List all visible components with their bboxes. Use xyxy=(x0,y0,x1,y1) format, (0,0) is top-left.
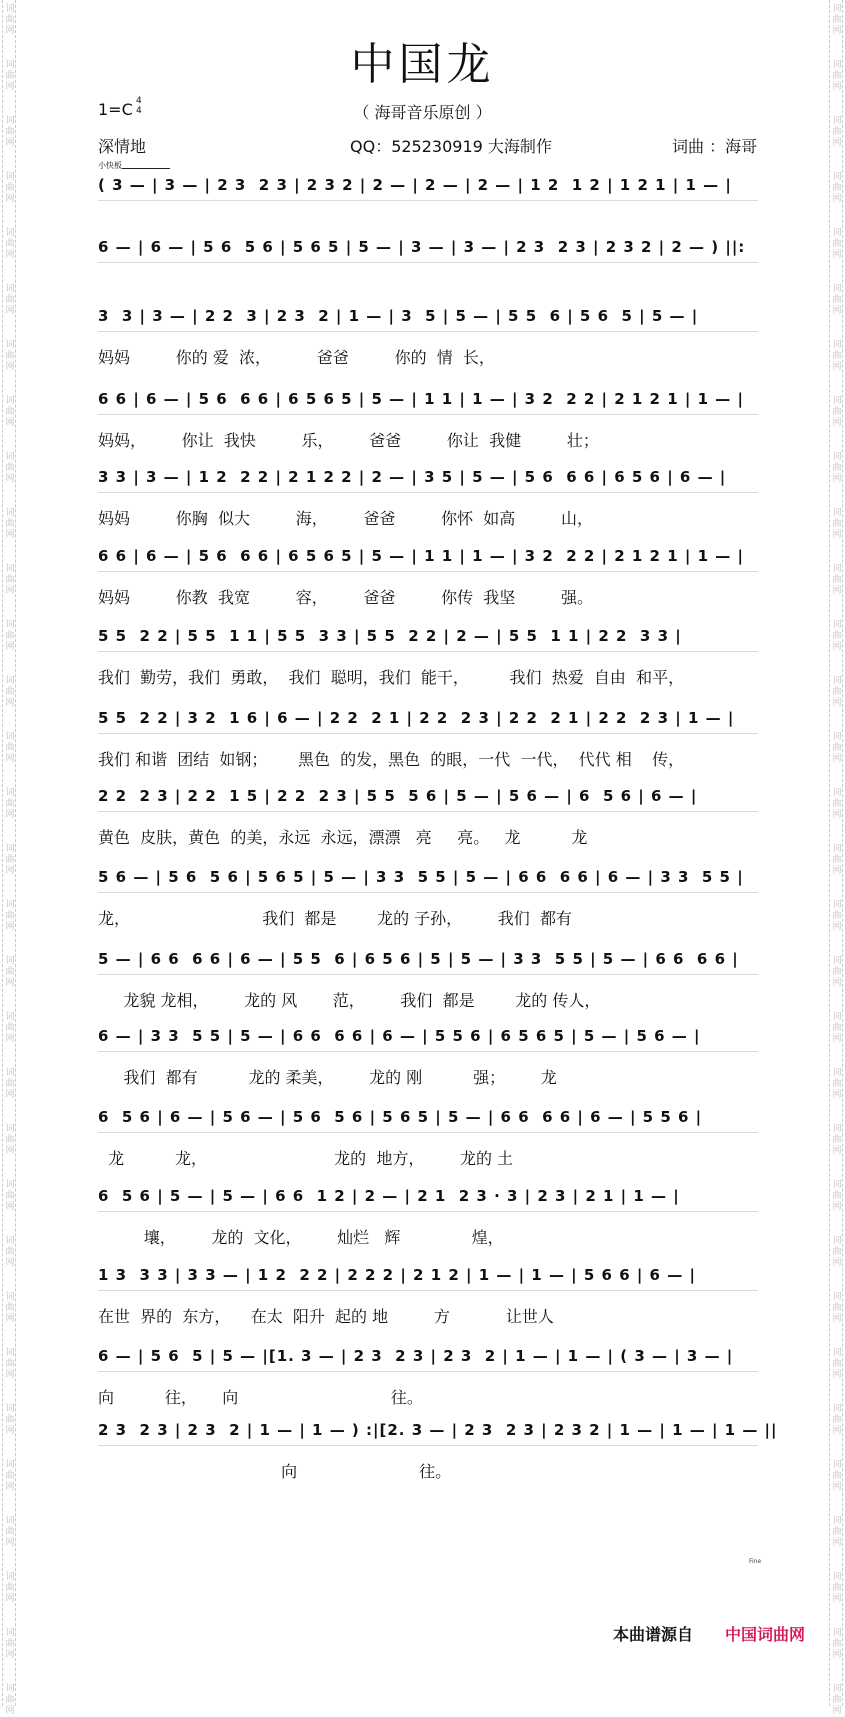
time-signature-top: 4 xyxy=(136,96,142,106)
watermark-text: 词曲网 xyxy=(5,284,15,316)
watermark-text: 词曲网 xyxy=(832,4,842,36)
watermark-text: 词曲网 xyxy=(832,1516,842,1548)
right-watermark-strip xyxy=(829,0,843,1716)
notation-row: 6 — | 6 — | 5 6 5 6 | 5 6 5 | 5 — | 3 — | 3 — | 2 3 2 3 | 2 3 2 | 2 — ) ||: xyxy=(98,238,758,256)
lyrics-row: 在世 界的 东方， 在太 阳升 起的 地 方 让世人 xyxy=(98,1307,554,1326)
watermark-text: 词曲网 xyxy=(5,60,15,92)
notation-row: 5 5 2 2 | 5 5 1 1 | 5 5 3 3 | 5 5 2 2 | 2 — | 5 5 1 1 | 2 2 3 3 | xyxy=(98,627,758,645)
lyrics-row: 我们 和谐 团结 如钢； 黑色 的发，黑色 的眼，一代 一代， 代代 相 传， xyxy=(98,750,685,769)
watermark-text: 词曲网 xyxy=(832,228,842,260)
watermark-text: 词曲网 xyxy=(832,956,842,988)
expression-marking: 深情地 xyxy=(98,137,147,156)
watermark-text: 词曲网 xyxy=(832,788,842,820)
watermark-text: 词曲网 xyxy=(832,1572,842,1604)
watermark-text: 词曲网 xyxy=(5,228,15,260)
notation-row: 6 5 6 | 5 — | 5 — | 6 6 1 2 | 2 — | 2 1 2 3 · 3 | 2 3 | 2 1 | 1 — | xyxy=(98,1187,758,1205)
watermark-text: 词曲网 xyxy=(832,900,842,932)
notation-row: 6 — | 3 3 5 5 | 5 — | 6 6 6 6 | 6 — | 5 5 6 | 6 5 6 5 | 5 — | 5 6 — | xyxy=(98,1027,758,1045)
lyrics-row: 妈妈 你的 爱 浓， 爸爸 你的 情 长， xyxy=(98,348,495,367)
watermark-text: 词曲网 xyxy=(5,564,15,596)
watermark-text: 词曲网 xyxy=(832,620,842,652)
watermark-text: 词曲网 xyxy=(832,60,842,92)
watermark-text: 词曲网 xyxy=(832,116,842,148)
watermark-text: 词曲网 xyxy=(832,1068,842,1100)
tempo-marking: 小快板 xyxy=(98,161,122,170)
watermark-text: 词曲网 xyxy=(5,1012,15,1044)
lyrics-row: 妈妈， 你让 我快 乐， 爸爸 你让 我健 壮； xyxy=(98,431,599,450)
watermark-text: 词曲网 xyxy=(832,1628,842,1660)
watermark-text: 词曲网 xyxy=(5,396,15,428)
key-signature: 1=C xyxy=(98,100,133,119)
notation-row: 3 3 | 3 — | 1 2 2 2 | 2 1 2 2 | 2 — | 3 5 | 5 — | 5 6 6 6 | 6 5 6 | 6 — | xyxy=(98,468,758,486)
lyrics-row: 龙貌 龙相， 龙的 风 范， 我们 都是 龙的 传人， xyxy=(98,991,601,1010)
watermark-text: 词曲网 xyxy=(5,1124,15,1156)
watermark-text: 词曲网 xyxy=(5,1460,15,1492)
source-label: 本曲谱源自 xyxy=(613,1625,694,1644)
left-watermark-strip xyxy=(2,0,16,1716)
watermark-text: 词曲网 xyxy=(5,116,15,148)
lyrics-row: 向 往， 向 往。 xyxy=(98,1388,423,1407)
watermark-text: 词曲网 xyxy=(5,172,15,204)
lyrics-row: 妈妈 你胸 似大 海， 爸爸 你怀 如高 山， xyxy=(98,509,594,528)
contact-info: QQ：525230919 大海制作 xyxy=(350,137,552,156)
watermark-text: 词曲网 xyxy=(5,732,15,764)
watermark-text: 词曲网 xyxy=(5,1348,15,1380)
lyrics-row: 妈妈 你教 我宽 容， 爸爸 你传 我坚 强。 xyxy=(98,588,594,607)
watermark-text: 词曲网 xyxy=(5,508,15,540)
subtitle: （ 海哥音乐原创 ） xyxy=(353,103,492,122)
source-site[interactable]: 中国词曲网 xyxy=(725,1625,806,1644)
watermark-text: 词曲网 xyxy=(5,900,15,932)
watermark-text: 词曲网 xyxy=(832,1684,842,1716)
notation-row: 5 — | 6 6 6 6 | 6 — | 5 5 6 | 6 5 6 | 5 | 5 — | 3 3 5 5 | 5 — | 6 6 6 6 | xyxy=(98,950,758,968)
watermark-text: 词曲网 xyxy=(5,1628,15,1660)
tempo-line xyxy=(122,168,170,169)
watermark-text: 词曲网 xyxy=(832,340,842,372)
watermark-text: 词曲网 xyxy=(832,508,842,540)
watermark-text: 词曲网 xyxy=(832,1124,842,1156)
notation-row: 6 5 6 | 6 — | 5 6 — | 5 6 5 6 | 5 6 5 | 5 — | 6 6 6 6 | 6 — | 5 5 6 | xyxy=(98,1108,758,1126)
watermark-text: 词曲网 xyxy=(5,1404,15,1436)
fine-marking: Fine xyxy=(749,1558,762,1565)
notation-row: 5 5 2 2 | 3 2 1 6 | 6 — | 2 2 2 1 | 2 2 2 3 | 2 2 2 1 | 2 2 2 3 | 1 — | xyxy=(98,709,758,727)
watermark-text: 词曲网 xyxy=(832,676,842,708)
watermark-text: 词曲网 xyxy=(5,1236,15,1268)
watermark-text: 词曲网 xyxy=(832,1236,842,1268)
watermark-text: 词曲网 xyxy=(832,396,842,428)
watermark-text: 词曲网 xyxy=(832,564,842,596)
watermark-text: 词曲网 xyxy=(832,452,842,484)
watermark-text: 词曲网 xyxy=(832,1348,842,1380)
lyrics-row: 壤， 龙的 文化， 灿烂 辉 煌， xyxy=(98,1228,504,1247)
notation-row: 2 3 2 3 | 2 3 2 | 1 — | 1 — ) :|[2. 3 — | 2 3 2 3 | 2 3 2 | 1 — | 1 — | 1 — || xyxy=(98,1421,778,1439)
watermark-text: 词曲网 xyxy=(832,1180,842,1212)
lyrics-row: 向 往。 xyxy=(98,1462,452,1481)
watermark-text: 词曲网 xyxy=(832,1292,842,1324)
notation-row: 3 3 | 3 — | 2 2 3 | 2 3 2 | 1 — | 3 5 | 5 — | 5 5 6 | 5 6 5 | 5 — | xyxy=(98,307,758,325)
notation-row: 1 3 3 3 | 3 3 — | 1 2 2 2 | 2 2 2 | 2 1 2 | 1 — | 1 — | 5 6 6 | 6 — | xyxy=(98,1266,758,1284)
watermark-text: 词曲网 xyxy=(5,956,15,988)
lyrics-row: 我们 勤劳，我们 勇敢， 我们 聪明，我们 能干， 我们 热爱 自由 和平， xyxy=(98,668,685,687)
watermark-text: 词曲网 xyxy=(5,676,15,708)
watermark-text: 词曲网 xyxy=(5,844,15,876)
watermark-text: 词曲网 xyxy=(5,1068,15,1100)
song-title: 中国龙 xyxy=(350,39,495,90)
lyrics-row: 龙， 我们 都是 龙的 子孙， 我们 都有 xyxy=(98,909,572,928)
notation-row: 2 2 2 3 | 2 2 1 5 | 2 2 2 3 | 5 5 5 6 | 5 — | 5 6 — | 6 5 6 | 6 — | xyxy=(98,787,758,805)
notation-row: ( 3 — | 3 — | 2 3 2 3 | 2 3 2 | 2 — | 2 — | 2 — | 1 2 1 2 | 1 2 1 | 1 — | xyxy=(98,176,758,194)
notation-row: 5 6 — | 5 6 5 6 | 5 6 5 | 5 — | 3 3 5 5 | 5 — | 6 6 6 6 | 6 — | 3 3 5 5 | xyxy=(98,868,758,886)
notation-row: 6 — | 5 6 5 | 5 — |[1. 3 — | 2 3 2 3 | 2 3 2 | 1 — | 1 — | ( 3 — | 3 — | xyxy=(98,1347,758,1365)
watermark-text: 词曲网 xyxy=(832,1012,842,1044)
lyrics-row: 黄色 皮肤，黄色 的美，永远 永远，漂漂 亮 亮。 龙 龙 xyxy=(98,828,588,847)
watermark-text: 词曲网 xyxy=(5,1516,15,1548)
lyrics-row: 龙 龙， 龙的 地方， 龙的 土 xyxy=(98,1149,514,1168)
watermark-text: 词曲网 xyxy=(832,284,842,316)
watermark-text: 词曲网 xyxy=(832,1460,842,1492)
lyrics-row: 我们 都有 龙的 柔美， 龙的 刚 强； 龙 xyxy=(98,1068,557,1087)
watermark-text: 词曲网 xyxy=(832,844,842,876)
notation-row: 6 6 | 6 — | 5 6 6 6 | 6 5 6 5 | 5 — | 1 1 | 1 — | 3 2 2 2 | 2 1 2 1 | 1 — | xyxy=(98,390,758,408)
watermark-text: 词曲网 xyxy=(5,4,15,36)
watermark-text: 词曲网 xyxy=(832,172,842,204)
watermark-text: 词曲网 xyxy=(5,788,15,820)
credits: 词曲 ：海哥 xyxy=(672,137,758,156)
watermark-text: 词曲网 xyxy=(5,1572,15,1604)
watermark-text: 词曲网 xyxy=(5,452,15,484)
watermark-text: 词曲网 xyxy=(5,620,15,652)
watermark-text: 词曲网 xyxy=(5,1684,15,1716)
watermark-text: 词曲网 xyxy=(5,1292,15,1324)
time-signature-bottom: 4 xyxy=(136,106,142,116)
watermark-text: 词曲网 xyxy=(832,732,842,764)
watermark-text: 词曲网 xyxy=(832,1404,842,1436)
watermark-text: 词曲网 xyxy=(5,340,15,372)
watermark-text: 词曲网 xyxy=(5,1180,15,1212)
notation-row: 6 6 | 6 — | 5 6 6 6 | 6 5 6 5 | 5 — | 1 1 | 1 — | 3 2 2 2 | 2 1 2 1 | 1 — | xyxy=(98,547,758,565)
